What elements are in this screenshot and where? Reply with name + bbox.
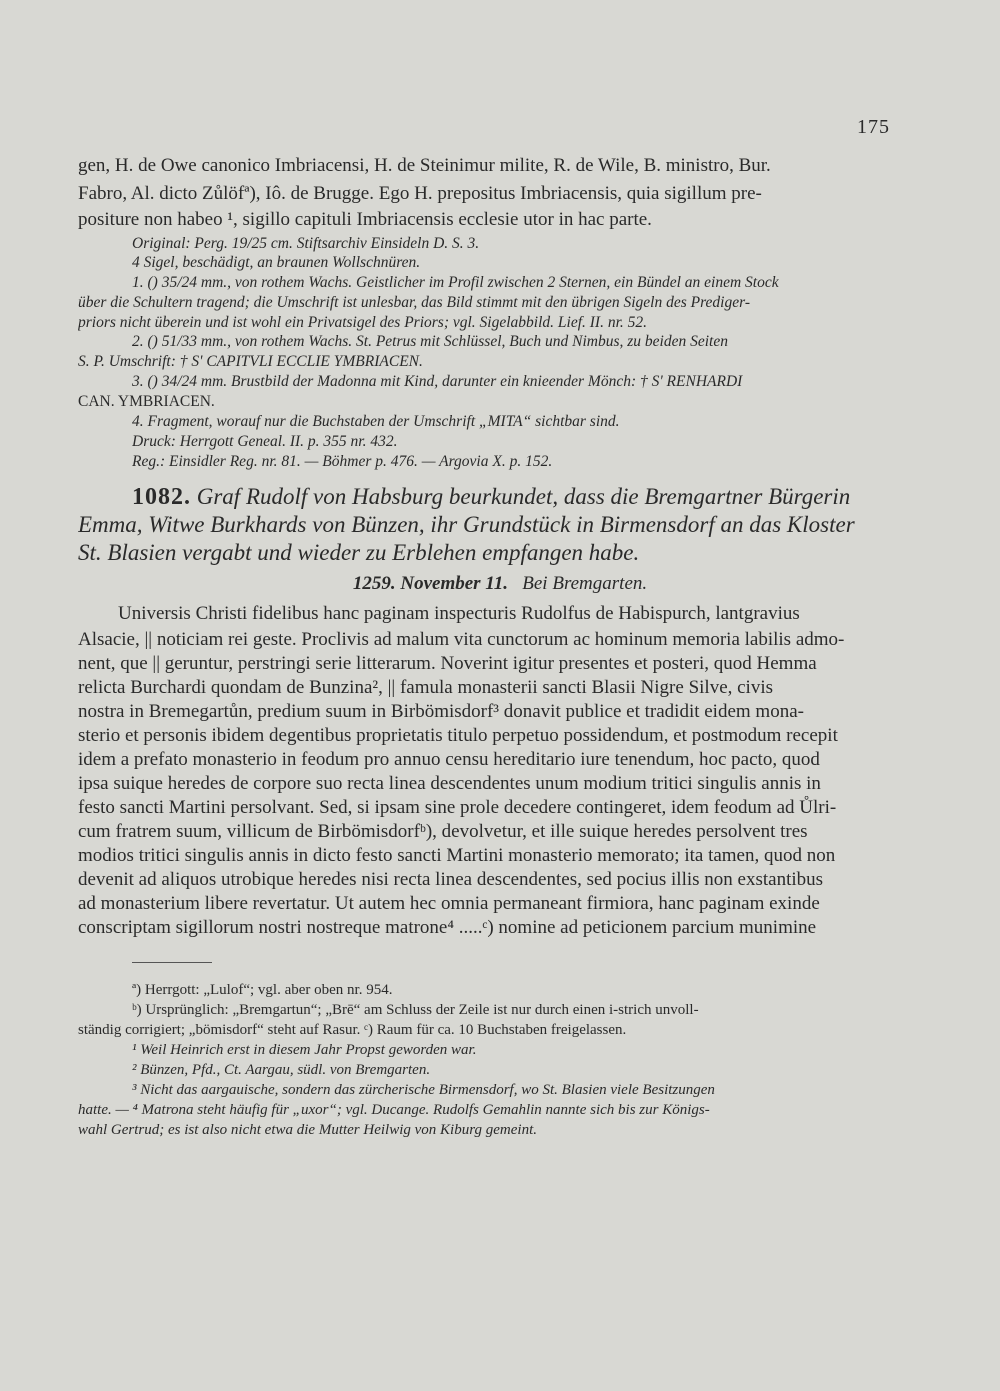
document-number: 1082. bbox=[132, 484, 191, 510]
footnote-line: ᵇ) Ursprünglich: „Bremgartun“; „Brē“ am Schluss der Zeile ist nur durch einen i-strich unvoll- bbox=[132, 1002, 699, 1018]
text-line: cum fratrem suum, villicum de Birbömisdorfᵇ), devolvetur, et ille suique heredes persolvent tres bbox=[78, 821, 808, 842]
text-line: conscriptam sigillorum nostri nostreque matrone⁴ .....ᶜ) nomine ad peticionem parcium munimine bbox=[78, 917, 817, 938]
note-line: 2. () 51/33 mm., von rothem Wachs. St. Petrus mit Schlüssel, Buch und Nimbus, zu beiden Seiten bbox=[132, 333, 728, 350]
text-line: nostra in Bremegartůn, predium suum in Birbömisdorf³ donavit publice et tradidit eidem mona- bbox=[78, 701, 804, 722]
footnote-line: ª) Herrgott: „Lulof“; vgl. aber oben nr. 954. bbox=[132, 982, 393, 998]
note-line: Reg.: Einsidler Reg. nr. 81. — Böhmer p. 476. — Argovia X. p. 152. bbox=[132, 453, 553, 470]
body-line: positure non habeo ¹, sigillo capituli Imbriacensis ecclesie utor in hac parte. bbox=[78, 209, 652, 230]
text-line: idem a prefato monasterio in feodum pro annuo censu hereditario iure tenendum, hoc pacto, quod bbox=[78, 749, 820, 770]
note-line: 4 Sigel, beschädigt, an braunen Wollschnüren. bbox=[132, 254, 421, 271]
note-line: S. P. Umschrift: † S' CAPITVLI ECCLIE YMBRIACEN. bbox=[78, 353, 423, 370]
document-date: 1259. November 11. bbox=[352, 573, 509, 594]
text-line: relicta Burchardi quondam de Bunzina², || famula monasterii sancti Blasii Nigre Silve, civis bbox=[78, 677, 774, 698]
footnote-line: wahl Gertrud; es ist also nicht etwa die Mutter Heilwig von Kiburg gemeint. bbox=[78, 1122, 537, 1138]
note-line: CAN. YMBRIACEN. bbox=[78, 393, 215, 410]
heading-line: Emma, Witwe Burkhards von Bünzen, ihr Grundstück in Birmensdorf an das Kloster bbox=[78, 512, 855, 537]
body-line: Fabro, Al. dicto Zůlöfª), Iô. de Brugge. Ego H. prepositus Imbriacensis, quia sigillum pre- bbox=[78, 183, 762, 204]
document-heading bbox=[132, 483, 886, 511]
text-line: Universis Christi fidelibus hanc paginam inspecturis Rudolfus de Habispurch, lantgravius bbox=[118, 603, 800, 624]
note-line: 3. () 34/24 mm. Brustbild der Madonna mit Kind, darunter ein knieender Mönch: † S' RENHARDI bbox=[132, 373, 743, 390]
footnote-line: ¹ Weil Heinrich erst in diesem Jahr Propst geworden war. bbox=[132, 1042, 477, 1058]
note-line: Original: Perg. 19/25 cm. Stiftsarchiv Einsideln D. S. 3. bbox=[132, 235, 480, 252]
note-line: Druck: Herrgott Geneal. II. p. 355 nr. 432. bbox=[132, 433, 398, 450]
page-number: 175 bbox=[857, 116, 890, 138]
text-line: ipsa suique heredes de corpore suo recta linea descendentes unum modium tritici singulis annis in bbox=[78, 773, 821, 794]
footnote-line: ² Bünzen, Pfd., Ct. Aargau, südl. von Bremgarten. bbox=[132, 1062, 431, 1078]
body-line: gen, H. de Owe canonico Imbriacensi, H. de Steinimur milite, R. de Wile, B. ministro, Bur. bbox=[78, 155, 771, 176]
text-line: festo sancti Martini persolvant. Sed, si ipsam sine prole decedere contingeret, idem feodum ad Ůlri- bbox=[78, 797, 837, 818]
text-line: devenit ad aliquos utrobique heredes nisi recta linea descendentes, sed pocius illis non exstantibus bbox=[78, 869, 824, 890]
date-line bbox=[0, 572, 1000, 596]
note-line: 4. Fragment, worauf nur die Buchstaben der Umschrift „MITA“ sichtbar sind. bbox=[132, 413, 620, 430]
text-line: nent, que || geruntur, perstringi serie litterarum. Noverint igitur presentes et posteri, quod Hemma bbox=[78, 653, 817, 674]
document-place: Bei Bremgarten. bbox=[522, 573, 648, 594]
text-line: sterio et personis ibidem degentibus proprietatis titulo perpetuo possidendum, et postmodum recepit bbox=[78, 725, 838, 746]
footnote-line: ständig corrigiert; „bömisdorf“ steht auf Rasur. ᶜ) Raum für ca. 10 Buchstaben freigelassen. bbox=[78, 1022, 627, 1038]
note-line: 1. () 35/24 mm., von rothem Wachs. Geistlicher im Profil zwischen 2 Sternen, ein Bündel an einem Stock bbox=[132, 274, 779, 291]
heading-text: Graf Rudolf von Habsburg beurkundet, dass die Bremgartner Bürgerin bbox=[196, 484, 851, 509]
footnote-line: ³ Nicht das aargauische, sondern das zürcherische Birmensdorf, wo St. Blasien viele Besitzungen bbox=[132, 1082, 715, 1098]
text-line: ad monasterium libere revertatur. Ut autem hec omnia permaneant firmiora, hanc paginam exinde bbox=[78, 893, 820, 914]
heading-line: St. Blasien vergabt und wieder zu Erblehen empfangen habe. bbox=[78, 540, 640, 565]
text-line: Alsacie, || noticiam rei geste. Proclivis ad malum vita cunctorum ac hominum memoria labilis admo- bbox=[78, 629, 845, 650]
note-line: über die Schultern tragend; die Umschrift ist unlesbar, das Bild stimmt mit den übrigen Sigeln des Prediger- bbox=[78, 294, 751, 311]
footnote-separator bbox=[132, 962, 212, 963]
footnote-line: hatte. — ⁴ Matrona steht häufig für „uxor“; vgl. Ducange. Rudolfs Gemahlin nannte sich bis zur Königs- bbox=[78, 1102, 710, 1118]
note-line: priors nicht überein und ist wohl ein Privatsigel des Priors; vgl. Sigelabbild. Lief. II. nr. 52. bbox=[78, 314, 648, 331]
text-line: modios tritici singulis annis in dicto festo sancti Martini monasterio memorato; ita tamen, quod non bbox=[78, 845, 836, 866]
